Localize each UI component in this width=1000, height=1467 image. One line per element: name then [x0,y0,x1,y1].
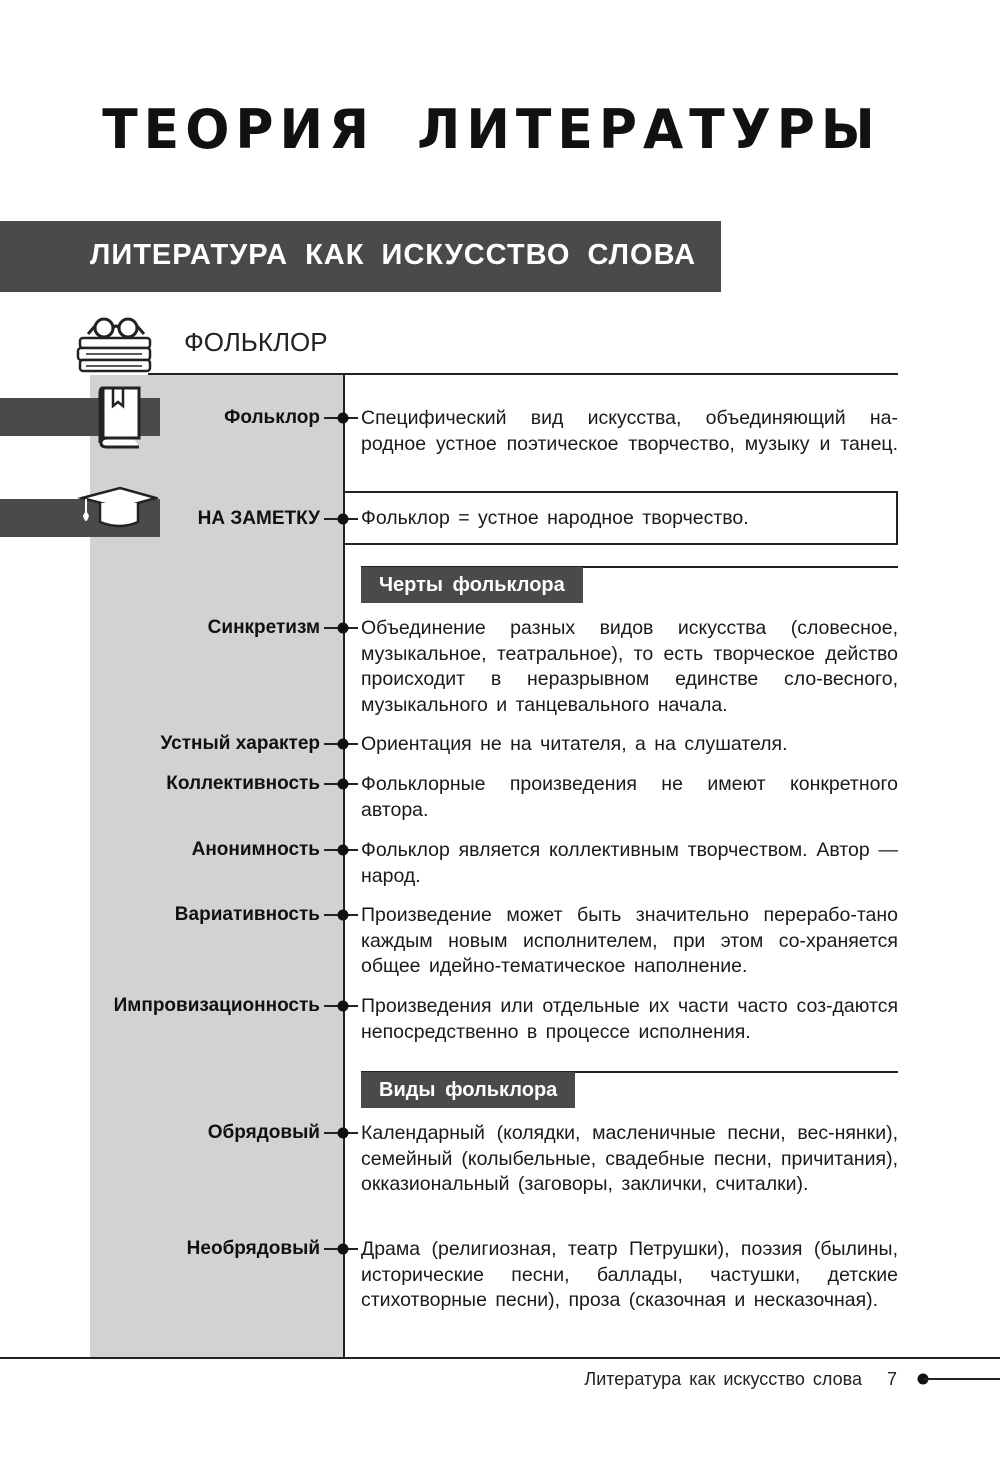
connector-dot [322,1243,358,1255]
connector-dot [322,778,358,790]
section-band [0,221,721,292]
connector-dot [322,1000,358,1012]
feature-text: Произведение может быть значительно перерабо-тано каждым новым исполнителем, при этом со-храняется общее идейно-тематическое наполнение. [361,904,898,977]
connector-dot [322,412,358,424]
page-title: ТЕОРИЯ ЛИТЕРАТУРЫ [102,98,881,162]
definition-term: Фольклор [224,407,320,428]
feature-term: Устный характер [160,733,320,754]
definition-text: Специфический вид искусства, объединяющий на-родное устное поэтическое творчество, музыку и танец. [361,407,898,455]
bottom-rule [0,1357,1000,1359]
types-heading: Виды фольклора [361,1072,575,1108]
feature-text: Фольклорные произведения не имеют конкретного автора. [361,773,898,821]
connector-dot [322,1127,358,1139]
running-title: Литература как искусство слова [584,1369,862,1389]
feature-term: Коллективность [166,773,320,794]
section-title: ЛИТЕРАТУРА КАК ИСКУССТВО СЛОВА [90,239,697,271]
connector-dot [322,622,358,634]
type-term: Необрядовый [186,1238,320,1259]
feature-term: Анонимность [191,839,320,860]
type-text: Календарный (колядки, масленичные песни, вес-нянки), семейный (колыбельные, свадебные песни, причитания), окказиональный (заговоры, заклички, считалки). [361,1122,898,1195]
feature-text: Фольклор является коллективным творчеством. Автор — народ. [361,839,898,887]
feature-text: Объединение разных видов искусства (словесное, музыкальное, театральное), то есть творческое действо происходит в неразрывном единстве сло-весного, музыкального и танцевального начала. [361,617,898,716]
graduation-cap-icon [72,486,158,532]
connector-dot [322,738,358,750]
topic-title: ФОЛЬКЛОР [184,327,328,357]
feature-text: Произведения или отдельные их части часто соз-даются непосредственно в процессе исполнения. [361,995,898,1043]
note-text: Фольклор = устное народное творчество. [361,507,749,529]
feature-text: Ориентация не на читателя, а на слушателя. [361,733,788,755]
books-glasses-icon [76,316,156,374]
connector-dot [322,844,358,856]
feature-term: Вариативность [174,904,320,925]
footer-connector [915,1373,1000,1385]
feature-term: Синкретизм [207,617,320,638]
connector-dot [322,909,358,921]
type-text: Драма (религиозная, театр Петрушки), поэзия (былины, исторические песни, баллады, частушки, детские стихотворные песни), проза (сказочная и несказочная). [361,1238,898,1311]
book-icon [97,384,147,450]
type-term: Обрядовый [207,1122,320,1143]
note-label: НА ЗАМЕТКУ [197,508,320,529]
feature-term: Импровизационность [113,995,320,1016]
page-number: 7 [887,1369,898,1389]
features-heading: Черты фольклора [361,567,583,603]
